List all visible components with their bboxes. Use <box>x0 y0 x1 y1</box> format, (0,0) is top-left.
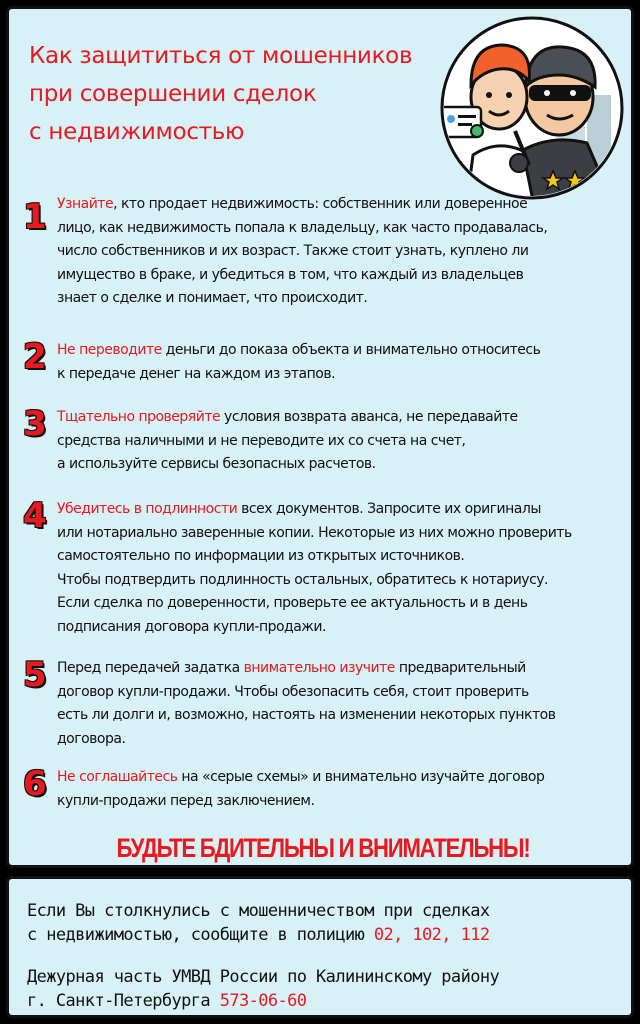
title-line-2: при совершении сделок <box>29 81 317 107</box>
step-line: всех документов. Запросите их оригиналы <box>237 501 541 517</box>
step-number: 3 <box>23 404 47 444</box>
step-line: Перед передачей задатка <box>57 660 244 676</box>
warning-slogan: БУДЬТЕ БДИТЕЛЬНЫ И ВНИМАТЕЛЬНЫ! <box>116 833 530 863</box>
step-number: 2 <box>23 337 47 377</box>
step-highlight: Убедитесь в подлинности <box>57 501 238 517</box>
step-line: купли-продажи перед заключением. <box>57 792 315 809</box>
contact-report <box>27 899 489 947</box>
title-line-3: с недвижимостью <box>29 119 245 145</box>
step-line: Чтобы подтвердить подлинность остальных, обратитесь к нотариусу. <box>57 571 549 588</box>
step-line: условия возврата аванса, не передавайте <box>220 409 518 425</box>
step-line: договор купли-продажи. Чтобы обезопасить себя, стоит проверить <box>57 683 529 700</box>
step-text <box>57 766 617 813</box>
page-title <box>29 37 459 151</box>
contact-line: с недвижимостью, сообщите в полицию <box>27 925 374 945</box>
contact-panel <box>6 876 634 1018</box>
step-line: на «серые схемы» и внимательно изучайте договор <box>177 769 545 785</box>
step-line: лицо, как недвижимость попала к владельцу, как часто продавалась, <box>57 219 548 236</box>
step-highlight: Узнайте <box>57 196 114 212</box>
step-line: подписания договора купли-продажи. <box>57 618 326 635</box>
contact-line: Дежурная часть УМВД России по Калининскому району <box>27 967 500 987</box>
step-line: есть ли долги и, возможно, настоять на изменении некоторых пунктов <box>57 707 556 723</box>
duty-phone: 573-06-60 <box>219 991 307 1011</box>
step-highlight: внимательно изучите <box>243 660 395 676</box>
title-line-1: Как защититься от мошенников <box>29 43 413 69</box>
realtor-and-fraudster-illustration-icon <box>437 15 627 201</box>
step-line: к передаче денег на каждом из этапов. <box>57 365 336 382</box>
step-line: знает о сделке и понимает, что происходит. <box>57 290 368 306</box>
step-number: 1 <box>23 197 47 237</box>
step-number: 6 <box>23 764 47 804</box>
step-line: средства наличными и не переводите их со счета на счет, <box>57 432 466 449</box>
step-line: деньги до показа объекта и внимательно относитесь <box>161 342 541 358</box>
police-numbers: 02, 102, 112 <box>373 925 490 945</box>
step-line: число собственников и их возраст. Также стоит узнать, куплено ли <box>57 243 529 259</box>
step-text <box>57 657 617 751</box>
step-line: самостоятельно по информации из открытых источников. <box>57 548 465 564</box>
contact-line: Если Вы столкнулись с мошенничеством при сделках <box>27 901 490 921</box>
step-line: или нотариально заверенные копии. Некоторые из них можно проверить <box>57 524 572 541</box>
step-text <box>57 498 617 639</box>
contact-line: г. Санкт-Петербурга <box>27 991 220 1011</box>
step-text <box>57 339 617 386</box>
step-text <box>57 193 617 311</box>
step-highlight: Не соглашайтесь <box>57 769 178 785</box>
step-line: а используйте сервисы безопасных расчетов. <box>57 456 376 472</box>
step-text <box>57 406 617 477</box>
step-highlight: Не переводите <box>57 342 162 358</box>
step-line: Если сделка по доверенности, проверьте ее актуальность и в день <box>57 595 528 611</box>
step-line: имущество в браке, и убедиться в том, что каждый из владельцев <box>57 266 524 283</box>
step-line: предварительный <box>394 660 526 676</box>
step-line: , кто продает недвижимость: собственник или доверенное <box>113 196 528 212</box>
step-number: 4 <box>23 496 47 536</box>
contact-duty <box>27 965 499 1013</box>
step-line: договора. <box>57 730 126 747</box>
step-number: 5 <box>23 655 47 695</box>
step-highlight: Тщательно проверяйте <box>57 409 221 425</box>
main-panel <box>6 6 634 868</box>
